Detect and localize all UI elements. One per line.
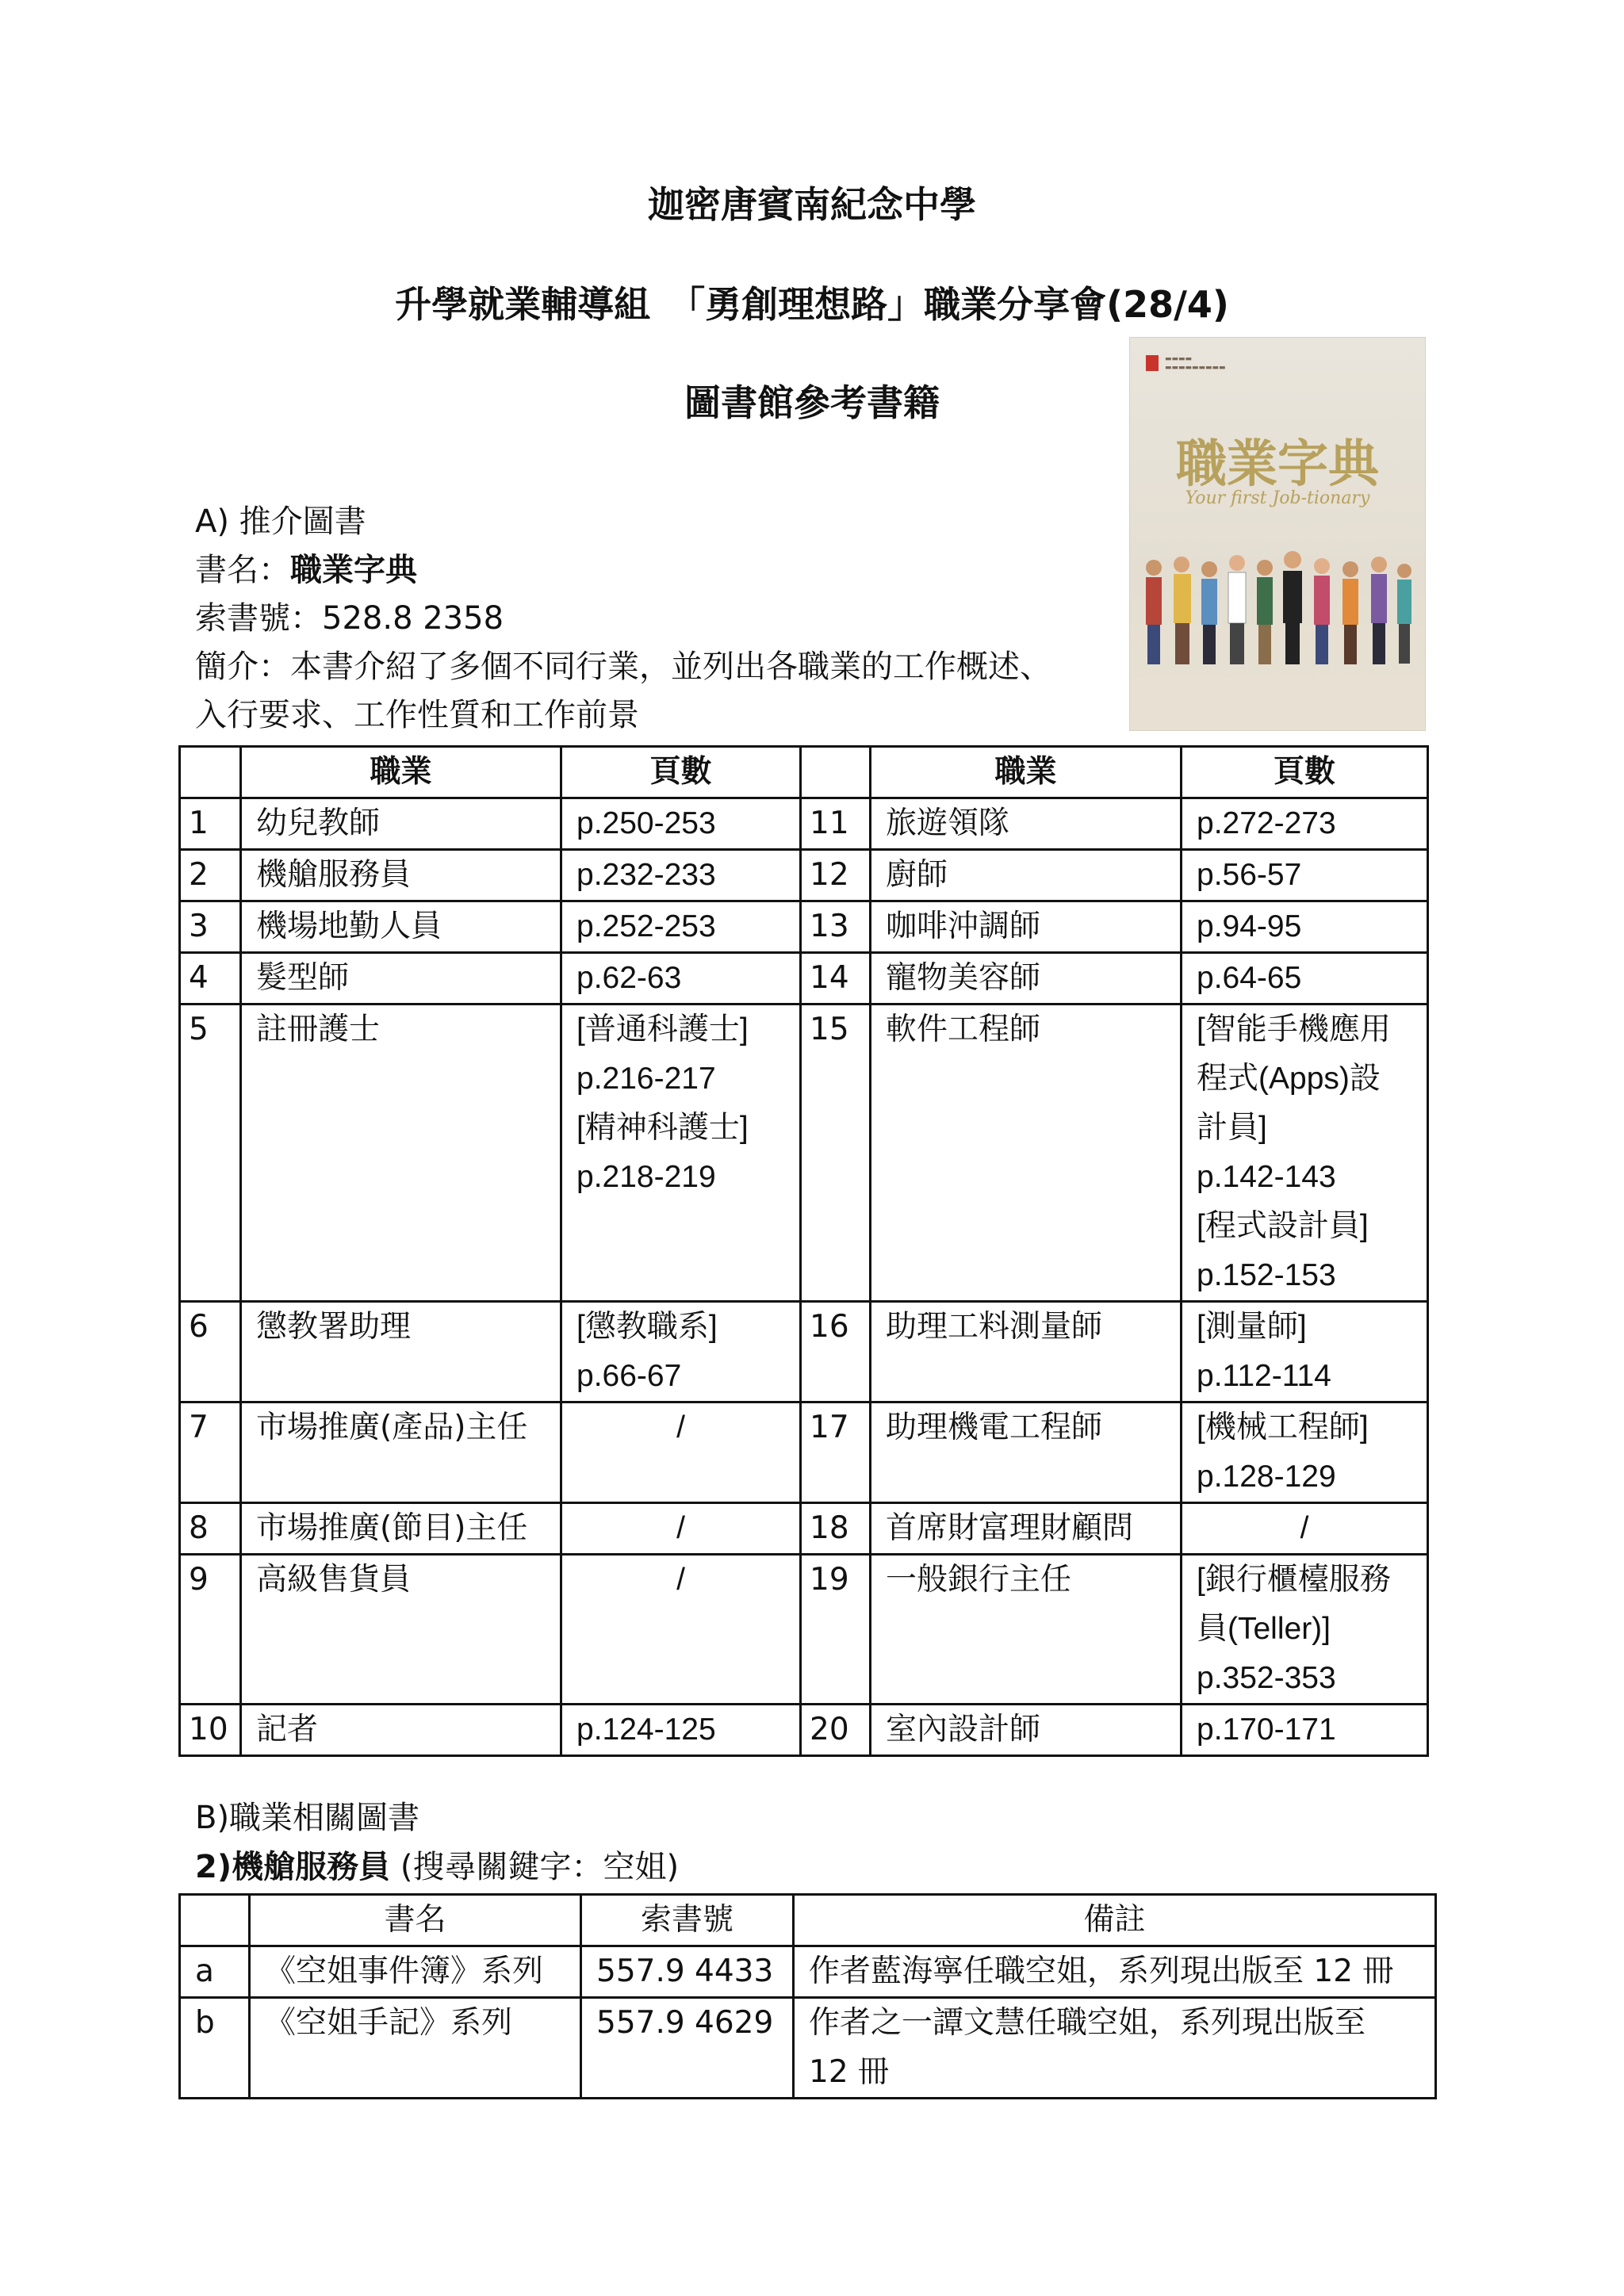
page-ref <box>561 1503 801 1555</box>
header-remarks: 備註 <box>794 1895 1436 1946</box>
subsection-heading <box>195 1843 679 1892</box>
job-name: 首席財富理財顧問 <box>871 1503 1182 1555</box>
school-name: 迦密唐賓南紀念中學 <box>648 183 976 226</box>
row-number: 13 <box>801 901 871 953</box>
table-row <box>180 1555 1428 1705</box>
header-call-number: 索書號 <box>581 1895 794 1946</box>
book-intro-line1: 簡介：本書介紹了多個不同行業，並列出各職業的工作概述、 <box>195 649 1051 685</box>
page-ref <box>1182 1503 1428 1555</box>
header-job: 職業 <box>241 747 561 798</box>
section-b-heading: B)職業相關圖書 <box>195 1800 420 1836</box>
table-row <box>180 1402 1428 1503</box>
table-row <box>180 1302 1428 1402</box>
page-ref-line: p.128-129 <box>1197 1460 1336 1494</box>
page-ref <box>1182 1004 1428 1302</box>
page-ref-line: [機械工程師] <box>1197 1410 1369 1445</box>
job-name: 廚師 <box>871 850 1182 901</box>
table-row <box>180 1705 1428 1756</box>
page-ref <box>561 850 801 901</box>
page-ref-line: p.170-171 <box>1197 1712 1336 1747</box>
page-ref <box>1182 953 1428 1004</box>
page-ref-line: p.352-353 <box>1197 1661 1336 1695</box>
book-remark <box>794 1946 1436 1998</box>
page-ref <box>1182 1302 1428 1402</box>
related-books-section <box>195 1793 679 1892</box>
book-remark-line: 12 冊 <box>809 2054 890 2090</box>
call-number: 528.8 2358 <box>322 600 504 637</box>
book-call-number: 557.9 4433 <box>581 1946 794 1998</box>
table-row <box>180 1946 1436 1998</box>
row-number: 2 <box>180 850 241 901</box>
row-number: 9 <box>180 1555 241 1705</box>
header-id <box>180 1895 250 1946</box>
page-ref-line: p.124-125 <box>576 1712 716 1747</box>
job-name: 室內設計師 <box>871 1705 1182 1756</box>
page-ref-line: p.216-217 <box>576 1062 716 1096</box>
page-ref <box>1182 1555 1428 1705</box>
subsection-title: 機艙服務員 <box>232 1849 391 1885</box>
table-row <box>180 850 1428 901</box>
job-name: 機艙服務員 <box>241 850 561 901</box>
book-remark <box>794 1998 1436 2099</box>
page-ref <box>561 1302 801 1402</box>
page-ref-line: / <box>676 1511 685 1545</box>
search-keyword: (搜尋關鍵字：空姐) <box>390 1849 680 1885</box>
job-name: 寵物美容師 <box>871 953 1182 1004</box>
book-title-line <box>195 546 1115 595</box>
row-number: 19 <box>801 1555 871 1705</box>
row-number: 1 <box>180 798 241 850</box>
row-number: 5 <box>180 1004 241 1302</box>
page-ref-line: p.56-57 <box>1197 858 1302 892</box>
page-ref-line: p.218-219 <box>576 1160 716 1194</box>
page-ref-line: p.252-253 <box>576 909 716 943</box>
job-name: 旅遊領隊 <box>871 798 1182 850</box>
row-number: 18 <box>801 1503 871 1555</box>
page-ref <box>561 1555 801 1705</box>
row-number: 20 <box>801 1705 871 1756</box>
job-name: 記者 <box>241 1705 561 1756</box>
section-a-heading: A) 推介圖書 <box>195 503 366 540</box>
page-ref-line: [智能手機應用 <box>1197 1012 1391 1047</box>
page-ref <box>561 953 801 1004</box>
row-number: 8 <box>180 1503 241 1555</box>
page-ref-line: p.66-67 <box>576 1359 682 1393</box>
row-number: 11 <box>801 798 871 850</box>
table-header-row <box>180 747 1428 798</box>
page-ref-line: p.152-153 <box>1197 1258 1336 1292</box>
page-ref-line: / <box>1300 1511 1309 1545</box>
table-row <box>180 1004 1428 1302</box>
table-row <box>180 798 1428 850</box>
page-ref-line: [懲教職系] <box>576 1310 718 1344</box>
page-ref <box>561 798 801 850</box>
row-number: 17 <box>801 1402 871 1503</box>
jobs-table <box>178 745 1429 1757</box>
book-remark-line: 作者之一譚文慧任職空姐，系列現出版至 <box>809 2005 1366 2041</box>
table-row <box>180 1998 1436 2099</box>
job-name: 懲教署助理 <box>241 1302 561 1402</box>
job-name: 幼兒教師 <box>241 798 561 850</box>
row-number: 16 <box>801 1302 871 1402</box>
book-remark-line: 作者藍海寧任職空姐，系列現出版至 12 冊 <box>809 1954 1394 1989</box>
page-ref <box>1182 1705 1428 1756</box>
header-book-name: 書名 <box>250 1895 581 1946</box>
page-ref-line: p.232-233 <box>576 858 716 892</box>
related-books-table <box>178 1893 1437 2099</box>
event-title: 升學就業輔導組 「勇創理想路」職業分享會(28/4) <box>395 283 1229 326</box>
header-number <box>180 747 241 798</box>
publisher-mark: ▬▬▬▬ ▬▬▬▬▬▬▬▬▬ <box>1165 355 1226 372</box>
page-ref <box>1182 798 1428 850</box>
page-ref-line: p.94-95 <box>1197 909 1302 943</box>
page-ref-line: [精神科護士] <box>576 1111 749 1145</box>
page-ref-line: [測量師] <box>1197 1310 1307 1344</box>
page-ref-line: / <box>676 1410 685 1445</box>
job-name: 高級售貨員 <box>241 1555 561 1705</box>
cover-illustration-people-icon <box>1138 536 1417 671</box>
document-subtitle: 圖書館參考書籍 <box>684 381 940 424</box>
header-pages: 頁數 <box>1182 747 1428 798</box>
table-header-row <box>180 1895 1436 1946</box>
table-row <box>180 901 1428 953</box>
page-ref-line: p.250-253 <box>576 806 716 840</box>
page-ref-line: / <box>676 1563 685 1597</box>
page-ref-line: [程式設計員] <box>1197 1209 1369 1243</box>
page-ref <box>561 1705 801 1756</box>
page-ref <box>1182 901 1428 953</box>
page-ref-line: [普通科護士] <box>576 1012 749 1047</box>
table-row <box>180 1503 1428 1555</box>
book-title: 職業字典 <box>290 552 417 588</box>
row-number: 14 <box>801 953 871 1004</box>
row-number: 7 <box>180 1402 241 1503</box>
book-id: a <box>180 1946 250 1998</box>
table-row <box>180 953 1428 1004</box>
job-name: 市場推廣(節目)主任 <box>241 1503 561 1555</box>
row-number: 4 <box>180 953 241 1004</box>
job-name: 市場推廣(產品)主任 <box>241 1402 561 1503</box>
page-ref-line: 計員] <box>1197 1111 1267 1145</box>
page-ref <box>561 1402 801 1503</box>
book-title-label: 書名： <box>195 552 290 588</box>
book-intro-line2: 入行要求、工作性質和工作前景 <box>195 697 639 733</box>
page-ref <box>561 1004 801 1302</box>
row-number: 3 <box>180 901 241 953</box>
cover-subtitle: Your first Job-tionary <box>1185 488 1370 508</box>
recommended-book-section <box>195 498 1115 740</box>
page-ref-line: 程式(Apps)設 <box>1197 1062 1381 1096</box>
page-ref-line: [銀行櫃檯服務 <box>1197 1563 1391 1597</box>
job-name: 機場地勤人員 <box>241 901 561 953</box>
publisher-logo-icon <box>1146 355 1159 371</box>
page-ref-line: p.64-65 <box>1197 961 1302 995</box>
job-name: 註冊護士 <box>241 1004 561 1302</box>
page-ref-line: p.272-273 <box>1197 806 1336 840</box>
job-name: 助理機電工程師 <box>871 1402 1182 1503</box>
subsection-prefix: 2) <box>195 1849 232 1885</box>
page-ref <box>1182 1402 1428 1503</box>
book-name: 《空姐事件簿》系列 <box>250 1946 581 1998</box>
row-number: 6 <box>180 1302 241 1402</box>
job-name: 一般銀行主任 <box>871 1555 1182 1705</box>
job-name: 咖啡沖調師 <box>871 901 1182 953</box>
job-name: 軟件工程師 <box>871 1004 1182 1302</box>
page-ref-line: p.142-143 <box>1197 1160 1336 1194</box>
header-number <box>801 747 871 798</box>
call-number-line <box>195 595 1115 643</box>
header-job: 職業 <box>871 747 1182 798</box>
book-id: b <box>180 1998 250 2099</box>
header-pages: 頁數 <box>561 747 801 798</box>
page-ref-line: p.62-63 <box>576 961 682 995</box>
call-number-label: 索書號： <box>195 600 322 637</box>
row-number: 12 <box>801 850 871 901</box>
page-ref-line: 員(Teller)] <box>1197 1612 1331 1646</box>
job-name: 髮型師 <box>241 953 561 1004</box>
book-cover-image <box>1129 337 1426 731</box>
book-call-number: 557.9 4629 <box>581 1998 794 2099</box>
row-number: 15 <box>801 1004 871 1302</box>
page-ref-line: p.112-114 <box>1197 1359 1331 1393</box>
book-name: 《空姐手記》系列 <box>250 1998 581 2099</box>
job-name: 助理工料測量師 <box>871 1302 1182 1402</box>
page-ref <box>1182 850 1428 901</box>
page-ref <box>561 901 801 953</box>
row-number: 10 <box>180 1705 241 1756</box>
cover-title: 職業字典 <box>1176 434 1379 494</box>
